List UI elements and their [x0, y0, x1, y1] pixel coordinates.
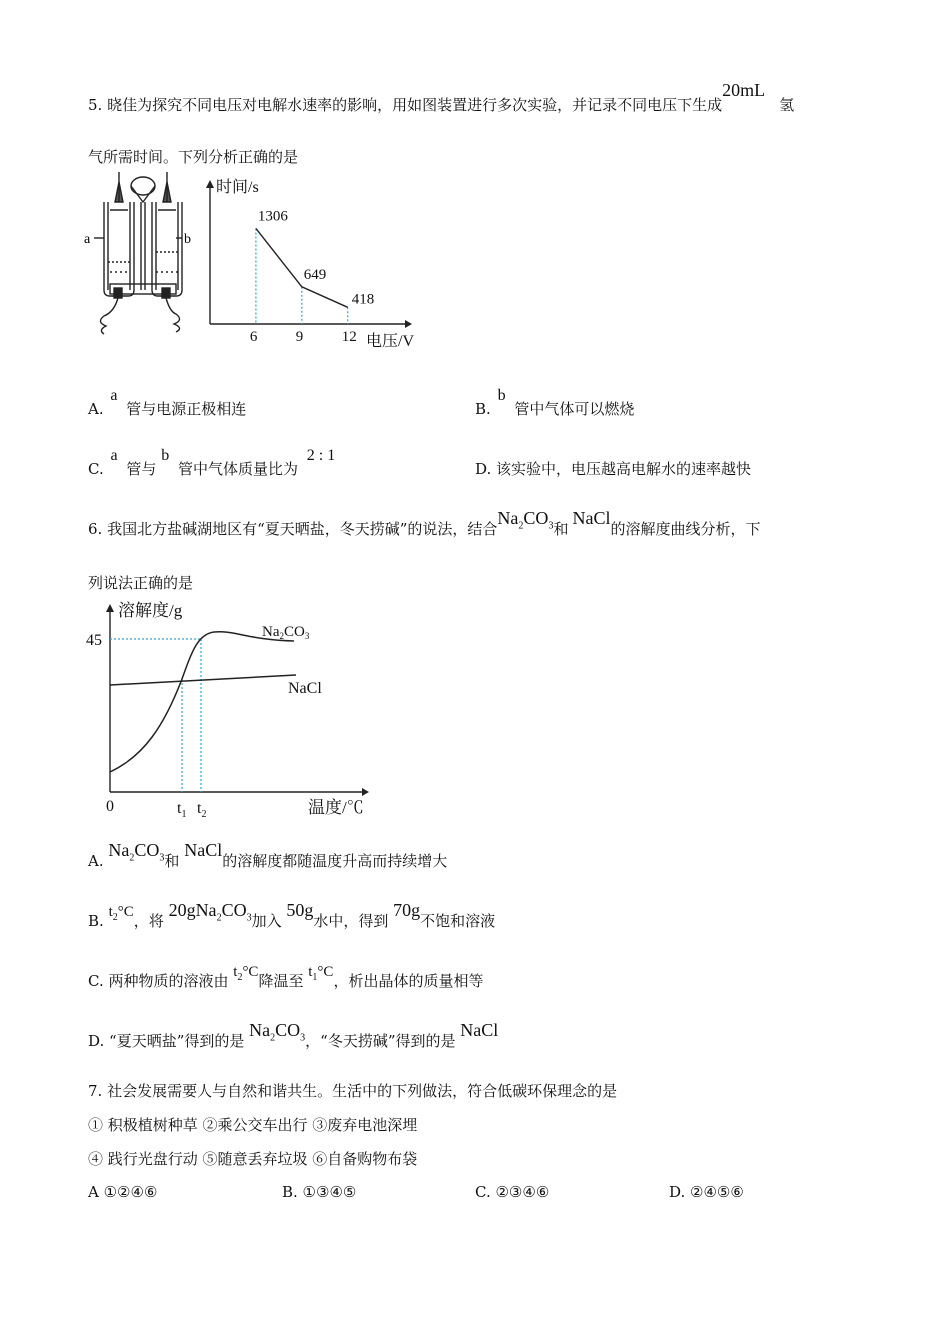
- var-a: a: [110, 387, 118, 404]
- y-axis-label: 溶解度/g: [118, 601, 183, 620]
- q5-option-b[interactable]: B. b 管中气体可以燃烧: [475, 387, 635, 418]
- q5-stem-line1: [88, 80, 795, 115]
- q7-option-c[interactable]: C. ②③④⑥: [475, 1183, 550, 1201]
- x-tick-label: 12: [341, 329, 357, 345]
- q7-option-d[interactable]: D. ②④⑤⑥: [669, 1183, 744, 1201]
- curve-na2co3: [110, 632, 294, 772]
- y-axis-label: 时间/s: [216, 179, 259, 196]
- nacl-formula: NaCl: [572, 508, 611, 528]
- label-b: b: [184, 232, 191, 247]
- voltage-time-chart: [200, 174, 430, 354]
- q6-stem-line2: 列说法正确的是: [88, 574, 194, 592]
- legend-nacl: NaCl: [288, 680, 322, 697]
- electrolysis-apparatus: [84, 172, 194, 342]
- x-axis-arrow: [362, 788, 369, 796]
- q7-option-b[interactable]: B. ①③④⑤: [282, 1183, 357, 1201]
- na2co3-formula: $Na_2CO_3$: [497, 508, 554, 532]
- mass-ratio: 2 : 1: [306, 447, 336, 464]
- q5-stem-text: 5. 晓佳为探究不同电压对电解水速率的影响，用如图装置进行多次实验，并记录不同电压下生成: [88, 96, 723, 114]
- label-a: a: [84, 232, 91, 247]
- x-tick-label-t1: $t_1$: [177, 800, 187, 820]
- q6-option-c[interactable]: C. 两种物质的溶液由 $t_2^\circ C$降温至 $t_1^\circ C$，析出晶体的质量相等: [88, 964, 484, 990]
- origin-label: 0: [106, 798, 114, 815]
- q5-option-d[interactable]: D. 该实验中，电压越高电解水的速率越快: [475, 460, 752, 478]
- x-axis-label: 温度/℃: [308, 798, 364, 817]
- legend-na2co3: $Na_2CO_3$: [262, 624, 310, 641]
- q7-items-line2: ④ 践行光盘行动 ⑤随意丢弃垃圾 ⑥自备购物布袋: [88, 1150, 418, 1168]
- solubility-chart: [84, 596, 384, 826]
- x-tick-label: 9: [295, 329, 304, 345]
- data-label: 418: [351, 291, 375, 308]
- q5-stem-line2: 气所需时间。下列分析正确的是: [88, 148, 299, 166]
- x-axis-arrow: [405, 320, 412, 328]
- q5-stem-end: 氢: [779, 96, 795, 114]
- x-tick-label: 6: [249, 329, 258, 345]
- var-b: b: [497, 387, 506, 404]
- q7-option-a[interactable]: A ①②④⑥: [88, 1183, 158, 1201]
- q6-stem-line1: 6. 我国北方盐碱湖地区有“夏天晒盐，冬天捞碱”的说法，结合$Na_2CO_3$和NaCl的溶解度曲线分析，下: [88, 508, 761, 538]
- q7-stem: 7. 社会发展需要人与自然和谐共生。生活中的下列做法，符合低碳环保理念的是: [88, 1082, 618, 1100]
- data-label: 649: [303, 266, 327, 283]
- q6-option-a[interactable]: A. $Na_2CO_3$和 NaCl的溶解度都随温度升高而持续增大: [88, 840, 448, 870]
- q5-option-c[interactable]: C. a 管与 b 管中气体质量比为 2 : 1: [88, 447, 336, 478]
- q6-option-d[interactable]: D. “夏天晒盐”得到的是 $Na_2CO_3$，“冬天捞碱”得到的是 NaCl: [88, 1020, 499, 1050]
- q5-volume: 20mL: [722, 80, 766, 100]
- x-tick-label-t2: $t_2$: [197, 800, 207, 820]
- q5-option-a[interactable]: A. a 管与电源正极相连: [88, 387, 247, 418]
- y-tick-label: 45: [86, 632, 102, 649]
- x-axis-label: 电压/V: [366, 333, 415, 350]
- curve-nacl: [110, 675, 296, 685]
- q7-items-line1: ① 积极植树种草 ②乘公交车出行 ③废弃电池深埋: [88, 1116, 418, 1134]
- data-label: 1306: [257, 208, 288, 225]
- q6-option-b[interactable]: B. $t_2^\circ C$，将 $20gNa_2CO_3$加入 50g水中，得到 70g不饱和溶液: [88, 900, 496, 930]
- y-axis-arrow: [206, 180, 214, 188]
- y-axis-arrow: [106, 604, 114, 612]
